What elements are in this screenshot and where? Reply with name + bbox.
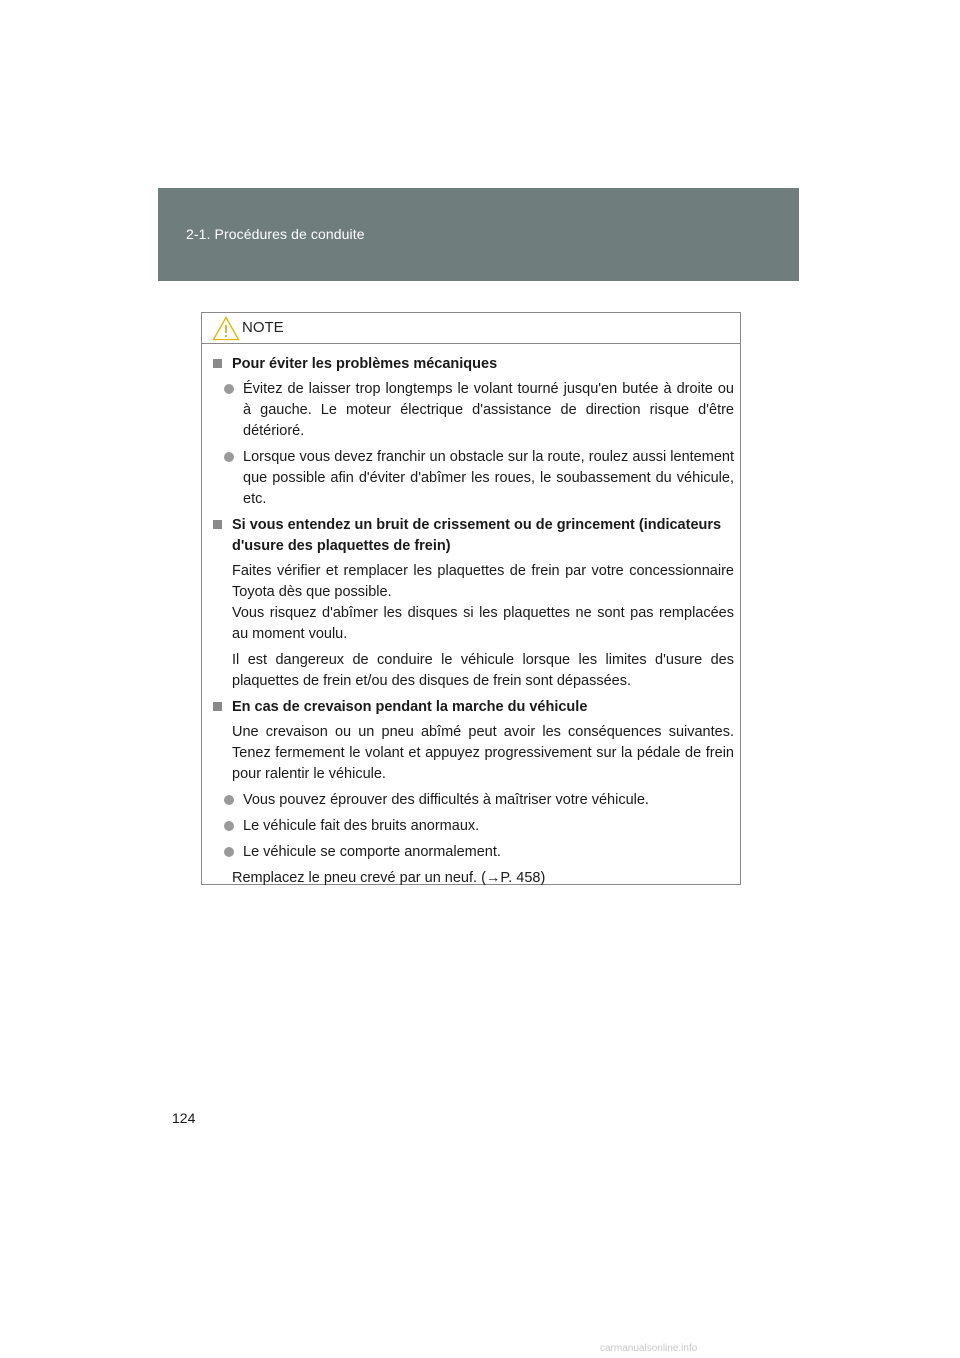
round-bullet-icon	[224, 795, 234, 805]
round-bullet-icon	[224, 384, 234, 394]
round-bullet-icon	[224, 452, 234, 462]
round-bullet-icon	[224, 821, 234, 831]
square-bullet-icon	[213, 702, 222, 711]
note-box	[201, 312, 741, 885]
warning-triangle-icon	[212, 316, 240, 341]
section-title: 2-1. Procédures de conduite	[186, 226, 365, 242]
section-heading: En cas de crevaison pendant la marche du véhicule	[213, 697, 734, 718]
page-number: 124	[172, 1110, 196, 1126]
section-heading: Si vous entendez un bruit de crissement ou de grincement (indicateurs d'usure des plaquettes de frein)	[213, 515, 734, 557]
round-bullet-icon	[224, 847, 234, 857]
paragraph: Une crevaison ou un pneu abîmé peut avoir les conséquences suivantes. Tenez fermement le volant et appuyez progressivement sur la pédale de frein pour ralentir le véhicule.	[232, 724, 734, 782]
square-bullet-icon	[213, 359, 222, 368]
paragraph: Il est dangereux de conduire le véhicule lorsque les limites d'usure des plaquettes de frein et/ou des disques de frein sont dépassées.	[232, 652, 734, 689]
section-heading: Pour éviter les problèmes mécaniques	[213, 354, 734, 375]
page-reference: Remplacez le pneu crevé par un neuf. (→P. 458)	[232, 870, 546, 886]
watermark: carmanualsonline.info	[600, 1343, 698, 1354]
list-item: Vous pouvez éprouver des difficultés à maîtriser votre véhicule.	[224, 790, 734, 811]
list-item: Lorsque vous devez franchir un obstacle sur la route, roulez aussi lentement que possible afin d'éviter d'abîmer les roues, le soubassement du véhicule, etc.	[224, 447, 734, 510]
list-item: Évitez de laisser trop longtemps le volant tourné jusqu'en butée à droite ou à gauche. Le moteur électrique d'assistance de direction risque d'être détérioré.	[224, 379, 734, 442]
paragraph: Faites vérifier et remplacer les plaquettes de frein par votre concessionnaire Toyota dès que possible. Vous risquez d'abîmer les disques si les plaquettes ne sont pas remplacées au moment voulu.	[232, 563, 734, 642]
header-band	[158, 188, 799, 281]
note-header	[202, 313, 740, 344]
note-body	[202, 344, 740, 889]
list-item: Le véhicule fait des bruits anormaux.	[224, 816, 734, 837]
list-item: Le véhicule se comporte anormalement.	[224, 842, 734, 863]
square-bullet-icon	[213, 520, 222, 529]
note-label: NOTE	[242, 319, 284, 336]
